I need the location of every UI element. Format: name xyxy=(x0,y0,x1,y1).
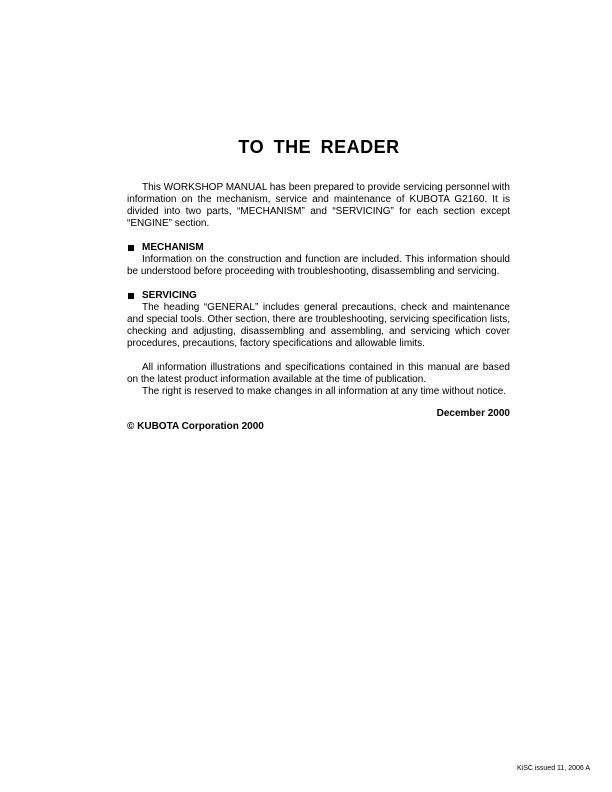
closing-paragraph: The right is reserved to make changes in all information at any time without notice. xyxy=(142,386,507,397)
intro-paragraph: This WORKSHOP MANUAL has been prepared to provide servicing personnel with information on the mechanism, service and maintenance of KUBOTA G2160. It is divided into two parts, “MECHANISM” and “SERVICING” for each section except “ENGINE” section. xyxy=(127,182,510,229)
section-body: The heading “GENERAL” includes general precautions, check and maintenance and special tools. Other section, there are troubleshooting, servicing specification lists, checking and adjusting, disassembling and assembling, and servicing which cover procedures, precautions, factory specifications and allowable limits. xyxy=(127,302,510,349)
section-servicing xyxy=(127,290,510,350)
section-heading-text: MECHANISM xyxy=(142,242,204,253)
issue-date: December 2000 xyxy=(436,408,510,419)
section-body: Information on the construction and function are included. This information should be understood before proceeding with troubleshooting, disassembling and servicing. xyxy=(127,254,510,277)
copyright-notice: © KUBOTA Corporation 2000 xyxy=(127,421,264,432)
closing-notes xyxy=(127,362,510,398)
closing-paragraph: All information illustrations and specifications contained in this manual are based on the latest product information available at the time of publication. xyxy=(127,362,510,385)
page-title: TO THE READER xyxy=(238,137,400,157)
section-heading-text: SERVICING xyxy=(142,290,197,301)
footer-issue-code: KiSC issued 11, 2006 A xyxy=(516,765,590,772)
section-mechanism xyxy=(127,242,510,278)
document-body xyxy=(127,182,510,433)
section-heading xyxy=(127,242,510,254)
square-bullet-icon xyxy=(128,245,134,251)
section-heading xyxy=(127,290,510,302)
square-bullet-icon xyxy=(128,293,134,299)
